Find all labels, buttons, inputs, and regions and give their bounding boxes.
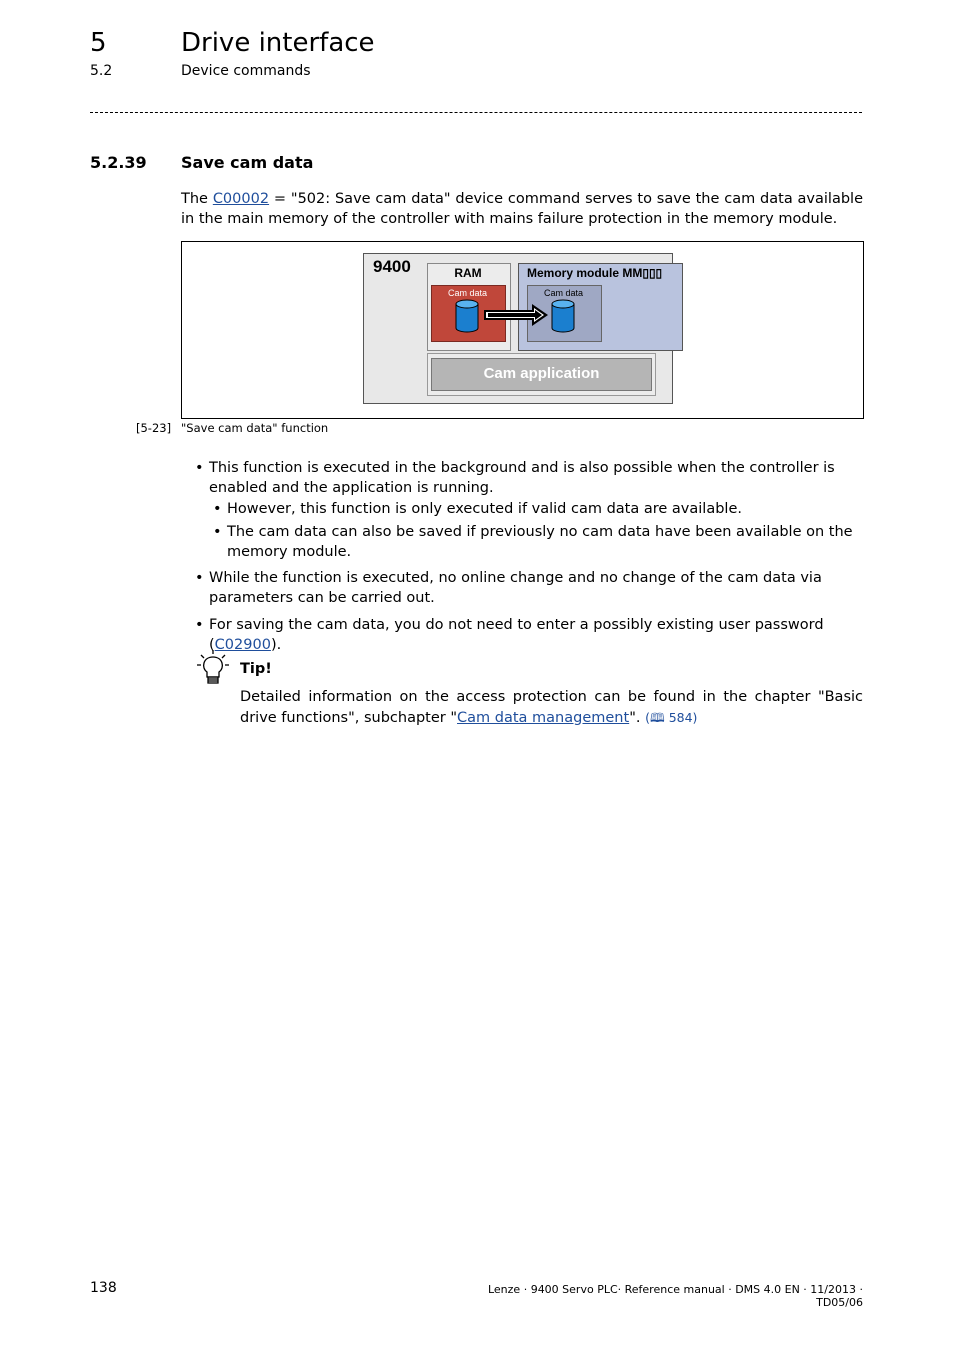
tip-title: Tip! xyxy=(240,661,272,677)
sub-bullet-item xyxy=(213,523,863,562)
bullet-item xyxy=(195,459,863,498)
bullet-text-after: ). xyxy=(270,636,282,653)
book-icon: 🕮 xyxy=(649,709,665,725)
footer-text: Lenze · 9400 Servo PLC· Reference manual · DMS 4.0 EN · 11/2013 · TD05/06 xyxy=(487,1283,863,1309)
intro-text-before: The xyxy=(181,191,213,207)
figure-caption: "Save cam data" function xyxy=(181,421,329,435)
bullet-dot-icon: • xyxy=(213,501,222,517)
bullet-item xyxy=(195,616,863,655)
sub-bullet-text: The cam data can also be saved if previously no cam data have been available on the memory module. xyxy=(227,524,853,560)
ram-label: RAM xyxy=(454,266,482,280)
memory-module-database-icon xyxy=(552,300,574,332)
bullet-dot-icon: • xyxy=(195,570,204,586)
intro-text-after: = "502: Save cam data" device command serves to save the cam data available in the main memory of the controller with mains failure protection in the memory module. xyxy=(181,191,863,227)
tip-text xyxy=(240,688,863,728)
subsection-title: Save cam data xyxy=(181,153,314,172)
bullet-text: This function is executed in the background and is also possible when the controller is enabled and the application is running. xyxy=(209,460,835,496)
subsection-number: 5.2.39 xyxy=(90,153,147,172)
mm-cam-data-label: Cam data xyxy=(543,288,584,298)
controller-label: 9400 xyxy=(373,257,411,276)
ram-cam-data-label: Cam data xyxy=(447,288,488,298)
figure-number: [5-23] xyxy=(136,421,172,435)
page-reference-open: ( xyxy=(645,709,650,725)
sub-bullet-text: However, this function is only executed if valid cam data are available. xyxy=(227,501,742,517)
intro-paragraph xyxy=(181,190,863,229)
bullet-text xyxy=(209,616,863,655)
section-number: 5.2 xyxy=(90,63,113,79)
lightbulb-icon xyxy=(196,649,230,685)
transfer-arrow-icon xyxy=(484,304,548,326)
cam-application-box: Cam application xyxy=(431,358,652,391)
ram-database-icon xyxy=(456,300,478,332)
bullet-text: While the function is executed, no online change and no change of the cam data via parameters can be carried out. xyxy=(209,570,822,606)
page-reference-number: 584) xyxy=(668,709,698,725)
chapter-number: 5 xyxy=(90,28,107,58)
c02900-link[interactable]: C02900 xyxy=(214,636,271,653)
bullet-dot-icon: • xyxy=(195,460,204,476)
page-number: 138 xyxy=(90,1280,117,1296)
bullet-dot-icon: • xyxy=(213,524,222,540)
tip-text-before: Detailed information on the access protection can be found in the chapter "Basic drive functions", subchapter " xyxy=(240,689,863,726)
bullet-item xyxy=(195,569,863,608)
c00002-link[interactable]: C00002 xyxy=(212,191,270,207)
database-arrow-graphic xyxy=(450,296,580,338)
chapter-title: Drive interface xyxy=(181,28,375,58)
memory-module-label: Memory module MM▯▯▯ xyxy=(527,266,663,280)
cam-data-management-link[interactable]: Cam data management xyxy=(457,709,630,726)
bullet-dot-icon: • xyxy=(195,617,204,633)
tip-text-after: ". xyxy=(629,709,646,726)
page-reference-link[interactable] xyxy=(645,710,697,725)
section-title: Device commands xyxy=(181,63,311,79)
sub-bullet-item xyxy=(213,500,863,520)
bullet-text-before: For saving the cam data, you do not need to enter a possibly existing user password ( xyxy=(209,617,824,653)
header-divider xyxy=(90,112,862,113)
